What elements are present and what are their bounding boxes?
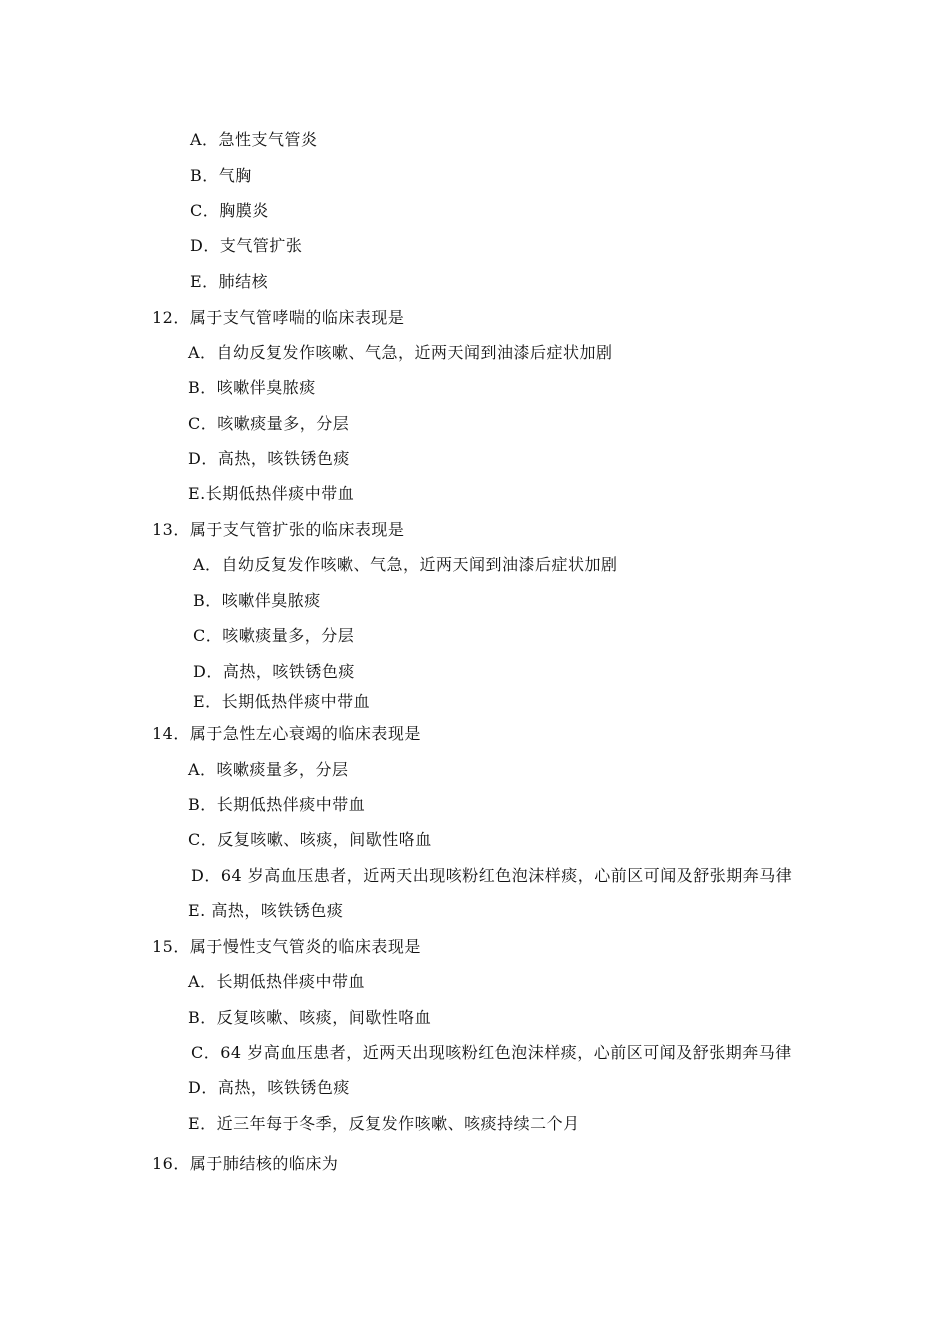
option-b: B．气胸 [190, 166, 252, 185]
option-a: A．急性支气管炎 [190, 130, 318, 149]
option-c: C．胸膜炎 [190, 201, 269, 220]
question-15-option-e: E．近三年每于冬季，反复发作咳嗽、咳痰持续二个月 [188, 1114, 580, 1133]
question-13-option-d: D．高热，咳铁锈色痰 [193, 662, 355, 681]
question-12-option-a: A．自幼反复发作咳嗽、气急，近两天闻到油漆后症状加剧 [188, 343, 613, 362]
question-14-stem: 14．属于急性左心衰竭的临床表现是 [152, 724, 421, 743]
question-14-option-a: A．咳嗽痰量多，分层 [188, 760, 349, 779]
question-15-option-a: A．长期低热伴痰中带血 [188, 972, 366, 991]
question-12-option-b: B．咳嗽伴臭脓痰 [188, 378, 316, 397]
question-14-option-c: C．反复咳嗽、咳痰，间歇性咯血 [188, 830, 432, 849]
question-13-stem: 13．属于支气管扩张的临床表现是 [152, 520, 405, 539]
question-13-option-b: B．咳嗽伴臭脓痰 [193, 591, 321, 610]
question-13-option-a: A．自幼反复发作咳嗽、气急，近两天闻到油漆后症状加剧 [193, 555, 618, 574]
question-15-stem: 15．属于慢性支气管炎的临床表现是 [152, 937, 421, 956]
question-12-option-d: D．高热，咳铁锈色痰 [188, 449, 350, 468]
question-13-option-c: C．咳嗽痰量多，分层 [193, 626, 355, 645]
question-14-option-b: B．长期低热伴痰中带血 [188, 795, 366, 814]
question-12-stem: 12．属于支气管哮喘的临床表现是 [152, 308, 405, 327]
question-12-option-c: C．咳嗽痰量多，分层 [188, 414, 350, 433]
question-15-option-d: D．高热，咳铁锈色痰 [188, 1078, 350, 1097]
question-15-option-c: C．64 岁高血压患者，近两天出现咳粉红色泡沫样痰，心前区可闻及舒张期奔马律 [191, 1043, 792, 1062]
question-16-stem: 16．属于肺结核的临床为 [152, 1154, 339, 1173]
question-13-option-e: E．长期低热伴痰中带血 [193, 692, 371, 711]
option-d: D．支气管扩张 [190, 236, 303, 255]
question-15-option-b: B．反复咳嗽、咳痰，间歇性咯血 [188, 1008, 432, 1027]
option-e: E．肺结核 [190, 272, 269, 291]
question-12-option-e: E.长期低热伴痰中带血 [188, 484, 355, 503]
question-14-option-d: D．64 岁高血压患者，近两天出现咳粉红色泡沫样痰，心前区可闻及舒张期奔马律 [191, 866, 793, 885]
question-14-option-e: E. 高热，咳铁锈色痰 [188, 901, 344, 920]
